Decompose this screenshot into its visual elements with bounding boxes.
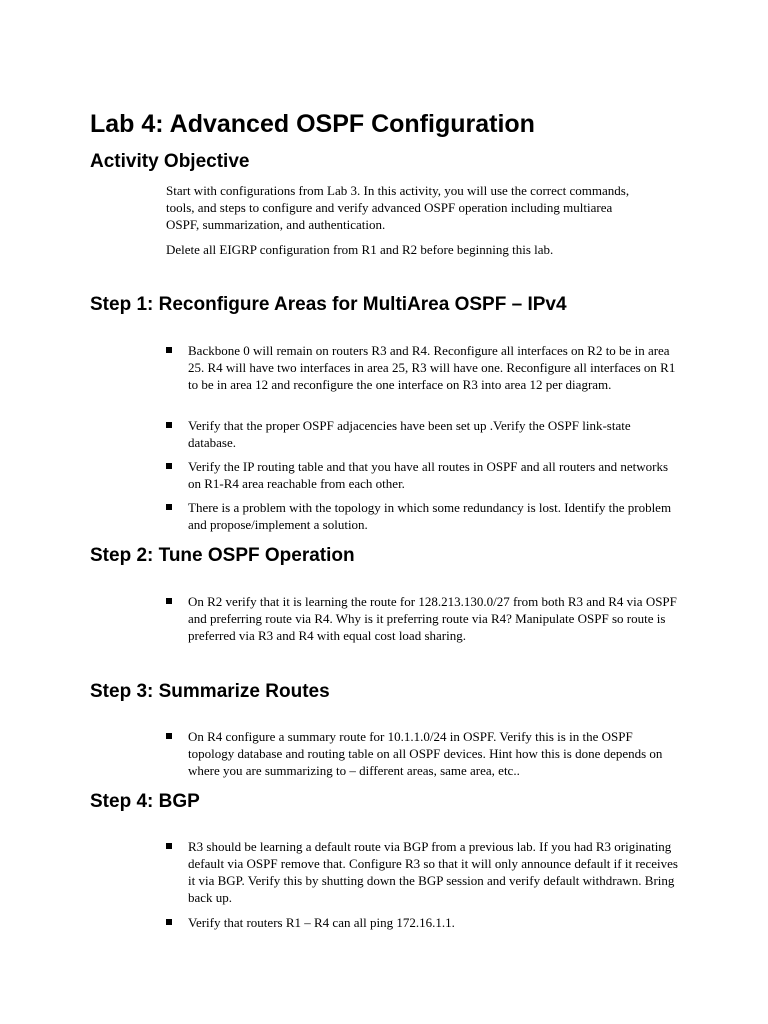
eigrp-note-paragraph: Delete all EIGRP configuration from R1 and R2 before beginning this lab. — [166, 242, 554, 257]
list-item: There is a problem with the topology in which some redundancy is lost. Identify the problem and propose/implement a solution. — [166, 499, 678, 533]
square-bullet-icon — [166, 347, 172, 353]
square-bullet-icon — [166, 422, 172, 428]
square-bullet-icon — [166, 504, 172, 510]
step-3-heading: Step 3: Summarize Routes — [90, 681, 330, 702]
square-bullet-icon — [166, 843, 172, 849]
objective-paragraph: Start with configurations from Lab 3. In this activity, you will use the correct commands, tools, and steps to configure and verify advanced OSPF operation including multiarea OSPF, summarization, and authentication. — [166, 183, 630, 232]
list-item: Verify that the proper OSPF adjacencies have been set up .Verify the OSPF link-state database. — [166, 417, 678, 451]
list-item: Verify that routers R1 – R4 can all ping 172.16.1.1. — [166, 914, 678, 931]
square-bullet-icon — [166, 598, 172, 604]
list-item: On R4 configure a summary route for 10.1.1.0/24 in OSPF. Verify this is in the OSPF topology database and routing table on all OSPF devices. Hint how this is done depends on where you are summarizing to – different areas, same area, etc.. — [166, 728, 678, 779]
page-title: Lab 4: Advanced OSPF Configuration — [90, 110, 535, 138]
list-item: Verify the IP routing table and that you have all routes in OSPF and all routers and networks on R1-R4 area reachable from each other. — [166, 458, 678, 492]
step-2-heading: Step 2: Tune OSPF Operation — [90, 545, 355, 566]
list-item: Backbone 0 will remain on routers R3 and R4. Reconfigure all interfaces on R2 to be in area 25. R4 will have two interfaces in area 25, R3 will have one. Reconfigure all interfaces on R1 to be in area 12 and reconfigure the one interface on R3 into area 12 per diagram. — [166, 342, 678, 393]
list-item: On R2 verify that it is learning the route for 128.213.130.0/27 from both R3 and R4 via OSPF and preferring route via R4. Why is it preferring route via R4? Manipulate OSPF so route is preferred via R3 and R4 with equal cost load sharing. — [166, 593, 678, 644]
step-4-heading: Step 4: BGP — [90, 791, 200, 812]
square-bullet-icon — [166, 733, 172, 739]
square-bullet-icon — [166, 463, 172, 469]
square-bullet-icon — [166, 919, 172, 925]
activity-objective-heading: Activity Objective — [90, 151, 250, 172]
list-item: R3 should be learning a default route via BGP from a previous lab. If you had R3 originating default via OSPF remove that. Configure R3 so that it will only announce default if it receives it via BGP. Verify this by shutting down the BGP session and verify default withdrawn. Bring back up. — [166, 838, 678, 906]
step-1-heading: Step 1: Reconfigure Areas for MultiArea OSPF – IPv4 — [90, 294, 567, 315]
